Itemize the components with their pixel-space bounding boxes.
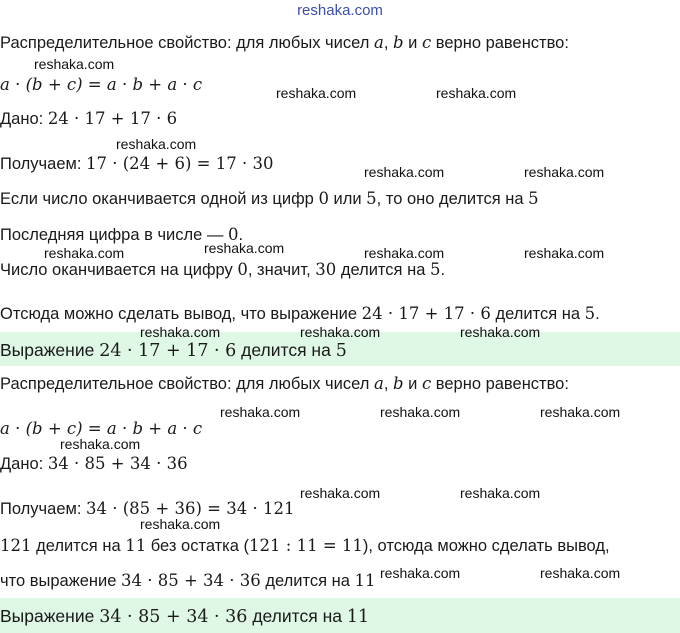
watermark: reshaka.com bbox=[44, 245, 125, 261]
watermark: reshaka.com bbox=[204, 240, 285, 256]
watermark: reshaka.com bbox=[436, 85, 517, 101]
watermark: reshaka.com bbox=[380, 565, 461, 581]
s1-ends: Число оканчивается на цифру 0, значит, 30 делится на 5. bbox=[0, 260, 446, 279]
watermark: reshaka.com bbox=[540, 404, 621, 420]
watermark: reshaka.com bbox=[140, 516, 221, 532]
watermark: reshaka.com bbox=[364, 164, 445, 180]
watermark: reshaka.com bbox=[460, 324, 541, 340]
s2-formula: a · (b + c) = a · b + a · c bbox=[0, 419, 203, 438]
s2-answer-band bbox=[0, 598, 680, 633]
s2-answer: Выражение 34 · 85 + 34 · 36 делится на 11 bbox=[0, 606, 370, 627]
watermark: reshaka.com bbox=[60, 436, 141, 452]
s1-conclusion: Отсюда можно сделать вывод, что выражение 24 · 17 + 17 · 6 делится на 5. bbox=[0, 304, 600, 323]
s1-intro: Распределительное свойство: для любых чисел a, b и c верно равенство: bbox=[0, 33, 569, 52]
watermark: reshaka.com bbox=[276, 85, 357, 101]
s2-intro: Распределительное свойство: для любых чисел a, b и c верно равенство: bbox=[0, 374, 569, 393]
s1-result: Получаем: 17 · (24 + 6) = 17 · 30 bbox=[0, 154, 274, 173]
s1-answer: Выражение 24 · 17 + 17 · 6 делится на 5 bbox=[0, 340, 347, 361]
watermark: reshaka.com bbox=[524, 245, 605, 261]
site-header[interactable]: reshaka.com bbox=[297, 2, 383, 19]
watermark: reshaka.com bbox=[540, 565, 621, 581]
watermark: reshaka.com bbox=[116, 136, 197, 152]
watermark: reshaka.com bbox=[524, 164, 605, 180]
watermark: reshaka.com bbox=[220, 404, 301, 420]
watermark: reshaka.com bbox=[380, 404, 461, 420]
s2-conclusion: что выражение 34 · 85 + 34 · 36 делится на 11 bbox=[0, 571, 376, 590]
s2-divisible: 121 делится на 11 без остатка (121 : 11 = 11), отсюда можно сделать вывод, bbox=[0, 536, 610, 555]
s1-last-digit: Последняя цифра в числе — 0. bbox=[0, 225, 244, 244]
watermark: reshaka.com bbox=[460, 485, 541, 501]
watermark: reshaka.com bbox=[300, 485, 381, 501]
watermark: reshaka.com bbox=[300, 324, 381, 340]
s1-rule: Если число оканчивается одной из цифр 0 или 5, то оно делится на 5 bbox=[0, 189, 539, 208]
s1-formula: a · (b + c) = a · b + a · c bbox=[0, 75, 203, 94]
s2-given: Дано: 34 · 85 + 34 · 36 bbox=[0, 454, 188, 473]
s2-result: Получаем: 34 · (85 + 36) = 34 · 121 bbox=[0, 499, 295, 518]
watermark: reshaka.com bbox=[364, 245, 445, 261]
watermark: reshaka.com bbox=[140, 324, 221, 340]
watermark: reshaka.com bbox=[34, 56, 115, 72]
s1-given: Дано: 24 · 17 + 17 · 6 bbox=[0, 109, 178, 128]
